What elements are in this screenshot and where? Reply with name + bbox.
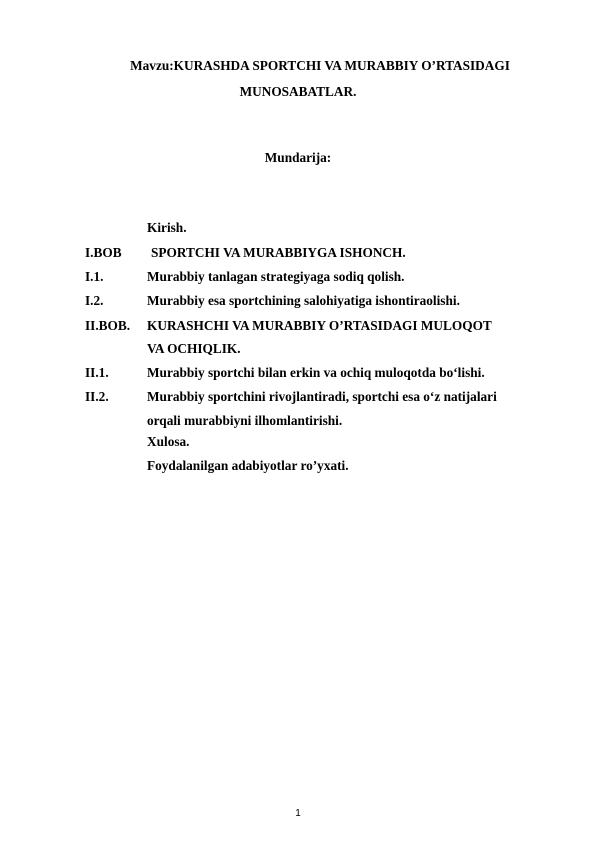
toc-entry-text: Kirish.	[147, 220, 187, 235]
toc-entry-text: SPORTCHI VA MURABBIYGA ISHONCH.	[151, 245, 406, 260]
document-title-line-2: MUNOSABATLAR.	[239, 84, 357, 99]
toc-entry-text: Xulosa.	[147, 434, 190, 449]
toc-row-2-2	[0, 389, 596, 409]
toc-row-chapter-1	[0, 245, 596, 265]
toc-row-references	[0, 458, 596, 478]
toc-number: II.1.	[85, 365, 109, 380]
toc-number: I.BOB	[85, 245, 122, 260]
toc-row-xulosa	[0, 434, 596, 454]
toc-entry-text: Murabbiy sportchi bilan erkin va ochiq muloqotda bo‘lishi.	[147, 365, 485, 380]
toc-row-2-1	[0, 365, 596, 385]
document-title-line-1: Mavzu:KURASHDA SPORTCHI VA MURABBIY O’RTASIDAGI	[130, 58, 510, 73]
toc-number: II.BOB.	[85, 318, 131, 333]
toc-row-1-2	[0, 293, 596, 313]
toc-heading: Mundarija:	[264, 150, 332, 165]
toc-number: II.2.	[85, 389, 109, 404]
toc-entry-text: Murabbiy tanlagan strategiyaga sodiq qolish.	[147, 269, 405, 284]
page-number: 1	[295, 808, 301, 819]
toc-entry-text: orqali murabbiyni ilhomlantirishi.	[147, 413, 343, 428]
toc-row-chapter-2-cont	[0, 341, 596, 361]
toc-entry-text: VA OCHIQLIK.	[147, 341, 241, 356]
toc-entry-text: Murabbiy sportchini rivojlantiradi, sportchi esa o‘z natijalari	[147, 389, 497, 404]
toc-row-2-2-cont	[0, 413, 596, 433]
toc-entry-text: Murabbiy esa sportchining salohiyatiga ishontiraolishi.	[147, 293, 460, 308]
toc-number: I.2.	[85, 293, 104, 308]
toc-row-chapter-2	[0, 318, 596, 338]
toc-row-kirish	[0, 220, 596, 240]
toc-row-1-1	[0, 269, 596, 289]
toc-entry-text: Foydalanilgan adabiyotlar ro’yxati.	[147, 458, 349, 473]
toc-entry-text: KURASHCHI VA MURABBIY O’RTASIDAGI MULOQOT	[147, 318, 492, 333]
toc-number: I.1.	[85, 269, 104, 284]
